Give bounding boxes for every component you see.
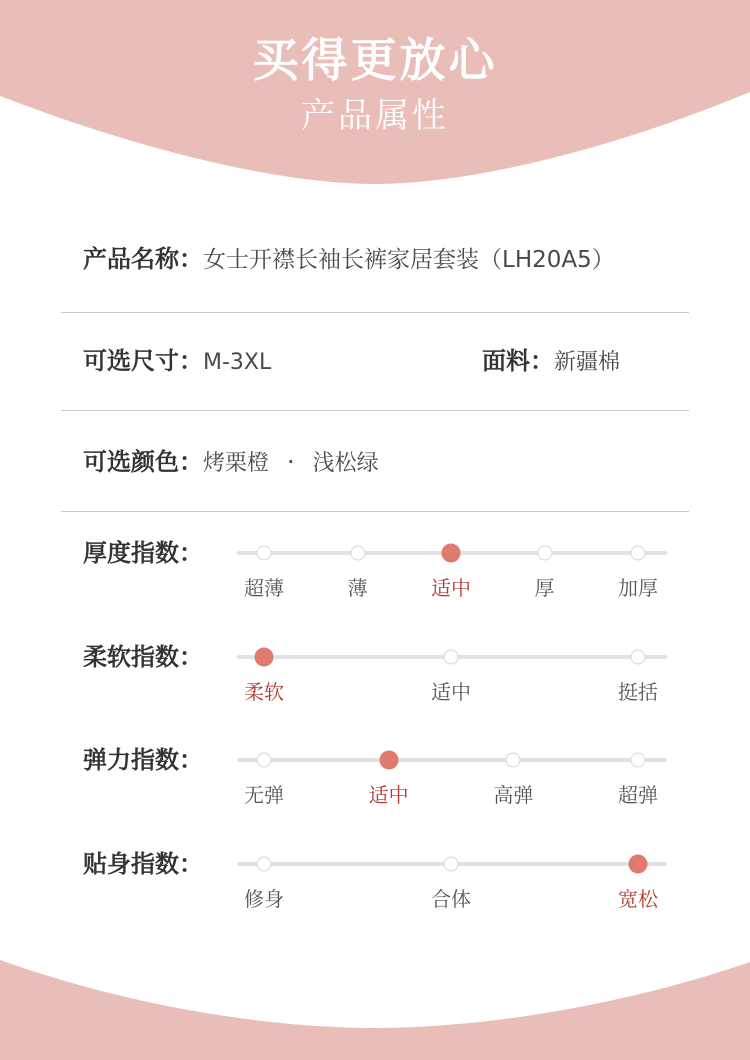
metric-option-selected: 宽松 <box>618 887 658 911</box>
metric-option: 薄 <box>347 576 368 600</box>
metric-knob <box>631 650 646 665</box>
metric-option-selected: 适中 <box>431 576 471 600</box>
metric-knob <box>444 857 459 872</box>
metric-option: 合体 <box>431 887 471 911</box>
metric-knob <box>631 753 646 768</box>
footer-banner <box>0 950 750 1060</box>
metric-option-selected: 适中 <box>368 783 409 807</box>
metric-option: 高弹 <box>493 783 534 807</box>
fabric-label: 面料： <box>482 347 554 375</box>
metric-option: 厚 <box>534 576 555 600</box>
metric-option-selected: 柔软 <box>244 680 284 704</box>
fabric-value: 新疆棉 <box>554 350 621 375</box>
color-separator: · <box>287 448 295 476</box>
metric-knob <box>537 546 552 561</box>
color-option: 浅松绿 <box>312 451 379 476</box>
metric-option: 挺括 <box>618 680 658 704</box>
sizes-label: 可选尺寸： <box>83 347 203 375</box>
metric-option: 超弹 <box>618 783 658 807</box>
page-subtitle: 产品属性 <box>301 96 449 136</box>
metric-option: 无弹 <box>244 783 284 807</box>
metric-knob <box>257 546 272 561</box>
fabric-row <box>482 345 620 379</box>
metric-knob <box>257 857 272 872</box>
metric-knob <box>350 546 365 561</box>
metric-knob <box>506 753 521 768</box>
metric-knob <box>257 753 272 768</box>
metric-label: 贴身指数： <box>83 850 203 878</box>
metric-label: 厚度指数： <box>83 539 203 567</box>
divider <box>61 410 689 411</box>
color-option: 烤栗橙 <box>203 451 270 476</box>
metric-knob-selected <box>255 648 274 667</box>
product-name-row <box>83 243 615 276</box>
product-name-label: 产品名称： <box>83 245 203 273</box>
metric-option: 适中 <box>431 680 471 704</box>
product-name-value: 女士开襟长袖长裤家居套装（LH20A5） <box>203 247 615 273</box>
colors-label: 可选颜色： <box>83 448 203 476</box>
metric-knob-selected <box>629 855 648 874</box>
sizes-row <box>83 345 271 379</box>
divider <box>61 312 689 313</box>
metric-label: 弹力指数： <box>83 746 203 774</box>
metric-knob-selected <box>379 751 398 770</box>
sizes-value: M-3XL <box>203 350 272 375</box>
metric-option: 修身 <box>244 887 284 911</box>
metric-knob <box>444 650 459 665</box>
divider <box>61 511 689 512</box>
metric-label: 柔软指数： <box>83 643 203 671</box>
metric-option: 加厚 <box>618 576 658 600</box>
metric-knob-selected <box>442 544 461 563</box>
colors-row <box>83 446 379 480</box>
metric-track <box>237 758 667 762</box>
page-title: 买得更放心 <box>252 33 498 87</box>
metric-knob <box>631 546 646 561</box>
metric-option: 超薄 <box>244 576 284 600</box>
